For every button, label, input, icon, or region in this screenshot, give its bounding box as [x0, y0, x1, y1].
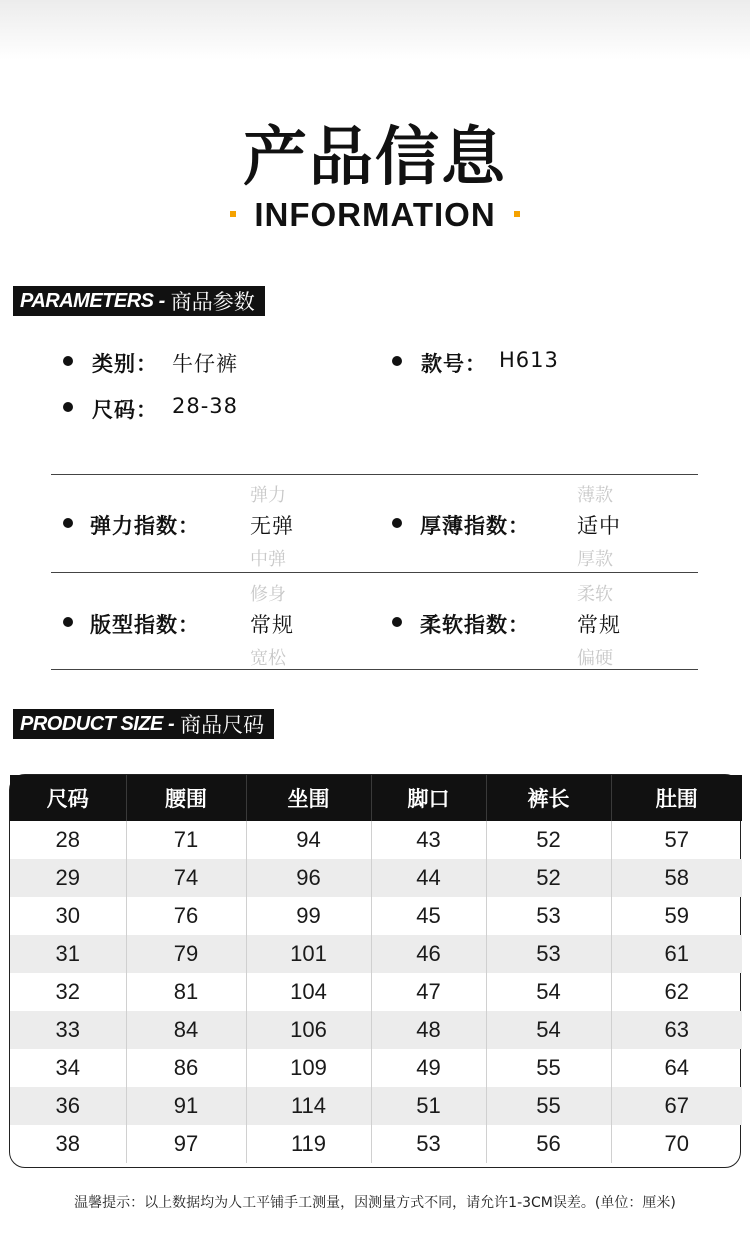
table-cell: 43	[371, 821, 486, 859]
bullet	[63, 356, 73, 366]
table-cell: 81	[126, 973, 246, 1011]
table-row	[10, 897, 742, 935]
table-cell: 57	[611, 821, 742, 859]
elasticity-value: 无弹	[250, 514, 294, 538]
table-cell: 70	[611, 1125, 742, 1163]
table-row	[10, 821, 742, 859]
style-no-value: H613	[499, 348, 559, 372]
elasticity-next: 中弹	[250, 549, 286, 570]
table-cell: 64	[611, 1049, 742, 1087]
table-cell: 36	[55, 1093, 80, 1118]
accent-dot-right	[514, 211, 520, 217]
thickness-prev: 薄款	[577, 485, 613, 506]
divider	[51, 572, 698, 573]
softness-value: 常规	[577, 613, 621, 637]
bullet	[392, 617, 402, 627]
table-cell: 67	[611, 1087, 742, 1125]
elasticity-prev: 弹力	[250, 485, 286, 506]
accent-dot-left	[230, 211, 236, 217]
col-header-size: 尺码	[46, 787, 89, 811]
table-cell: 45	[371, 897, 486, 935]
table-cell: 28	[55, 827, 80, 852]
bullet	[392, 356, 402, 366]
table-cell: 61	[611, 935, 742, 973]
table-cell: 91	[126, 1087, 246, 1125]
divider	[51, 474, 698, 475]
divider	[51, 669, 698, 670]
table-cell: 44	[371, 859, 486, 897]
table-cell: 71	[126, 821, 246, 859]
table-cell: 46	[371, 935, 486, 973]
table-cell: 96	[246, 859, 371, 897]
fit-prev: 修身	[250, 584, 286, 605]
bullet	[63, 518, 73, 528]
table-row	[10, 973, 742, 1011]
table-cell: 47	[371, 973, 486, 1011]
table-cell: 104	[246, 973, 371, 1011]
size-label-en: PRODUCT SIZE -	[20, 712, 175, 735]
table-cell: 33	[55, 1017, 80, 1042]
size-table	[9, 774, 741, 1168]
table-cell: 52	[486, 859, 611, 897]
size-label	[13, 709, 274, 739]
table-cell: 84	[126, 1011, 246, 1049]
elasticity-label: 弹力指数：	[90, 514, 200, 538]
footer-note: 温馨提示：以上数据均为人工平铺手工测量，因测量方式不同，请允许1-3CM误差。(单位：厘米)	[74, 1195, 676, 1211]
fit-label: 版型指数：	[90, 613, 200, 637]
table-cell: 114	[246, 1087, 371, 1125]
category-label: 类别：	[92, 352, 158, 376]
table-cell: 29	[55, 865, 80, 890]
table-cell: 55	[486, 1087, 611, 1125]
col-header-leg-opening: 脚口	[371, 775, 486, 821]
col-header-waist: 腰围	[126, 775, 246, 821]
table-cell: 62	[611, 973, 742, 1011]
table-cell: 51	[371, 1087, 486, 1125]
table-row	[10, 1125, 742, 1163]
table-row	[10, 935, 742, 973]
softness-label: 柔软指数：	[420, 613, 530, 637]
size-range-value: 28-38	[172, 394, 239, 418]
table-cell: 109	[246, 1049, 371, 1087]
table-row	[10, 859, 742, 897]
bullet	[63, 617, 73, 627]
table-cell: 38	[55, 1131, 80, 1156]
page-title: 产品信息	[243, 121, 507, 195]
table-cell: 30	[55, 903, 80, 928]
parameters-label-cn: 商品参数	[170, 290, 255, 314]
style-no-label: 款号：	[421, 352, 487, 376]
col-header-length: 裤长	[486, 775, 611, 821]
table-cell: 79	[126, 935, 246, 973]
table-cell: 99	[246, 897, 371, 935]
top-shade	[0, 0, 750, 60]
table-cell: 74	[126, 859, 246, 897]
table-cell: 52	[486, 821, 611, 859]
table-cell: 63	[611, 1011, 742, 1049]
table-cell: 54	[486, 1011, 611, 1049]
size-range-label: 尺码：	[92, 398, 158, 422]
table-cell: 58	[611, 859, 742, 897]
size-label-cn: 商品尺码	[180, 713, 265, 737]
table-cell: 54	[486, 973, 611, 1011]
page-subtitle	[0, 196, 750, 234]
table-cell: 31	[55, 941, 80, 966]
thickness-value: 适中	[577, 514, 621, 538]
table-cell: 56	[486, 1125, 611, 1163]
table-cell: 34	[55, 1055, 80, 1080]
table-cell: 53	[486, 897, 611, 935]
softness-next: 偏硬	[577, 648, 613, 669]
table-row	[10, 1049, 742, 1087]
bullet	[392, 518, 402, 528]
table-cell: 101	[246, 935, 371, 973]
col-header-belly: 肚围	[611, 775, 742, 821]
bullet	[63, 402, 73, 412]
table-cell: 55	[486, 1049, 611, 1087]
fit-value: 常规	[250, 613, 294, 637]
table-row	[10, 1087, 742, 1125]
table-row	[10, 1011, 742, 1049]
thickness-label: 厚薄指数：	[420, 514, 530, 538]
softness-prev: 柔软	[577, 584, 613, 605]
table-cell: 86	[126, 1049, 246, 1087]
table-cell: 76	[126, 897, 246, 935]
table-cell: 94	[246, 821, 371, 859]
thickness-next: 厚款	[577, 549, 613, 570]
col-header-hip: 坐围	[246, 775, 371, 821]
table-cell: 106	[246, 1011, 371, 1049]
table-cell: 48	[371, 1011, 486, 1049]
fit-next: 宽松	[250, 648, 286, 669]
table-header-row	[10, 775, 742, 821]
table-cell: 32	[55, 979, 80, 1004]
parameters-label	[13, 286, 265, 316]
table-cell: 119	[246, 1125, 371, 1163]
parameters-label-en: PARAMETERS -	[20, 289, 165, 312]
table-cell: 49	[371, 1049, 486, 1087]
table-cell: 53	[371, 1125, 486, 1163]
subtitle-text: INFORMATION	[254, 196, 496, 233]
table-cell: 97	[126, 1125, 246, 1163]
table-cell: 59	[611, 897, 742, 935]
category-value: 牛仔裤	[172, 352, 238, 376]
table-cell: 53	[486, 935, 611, 973]
